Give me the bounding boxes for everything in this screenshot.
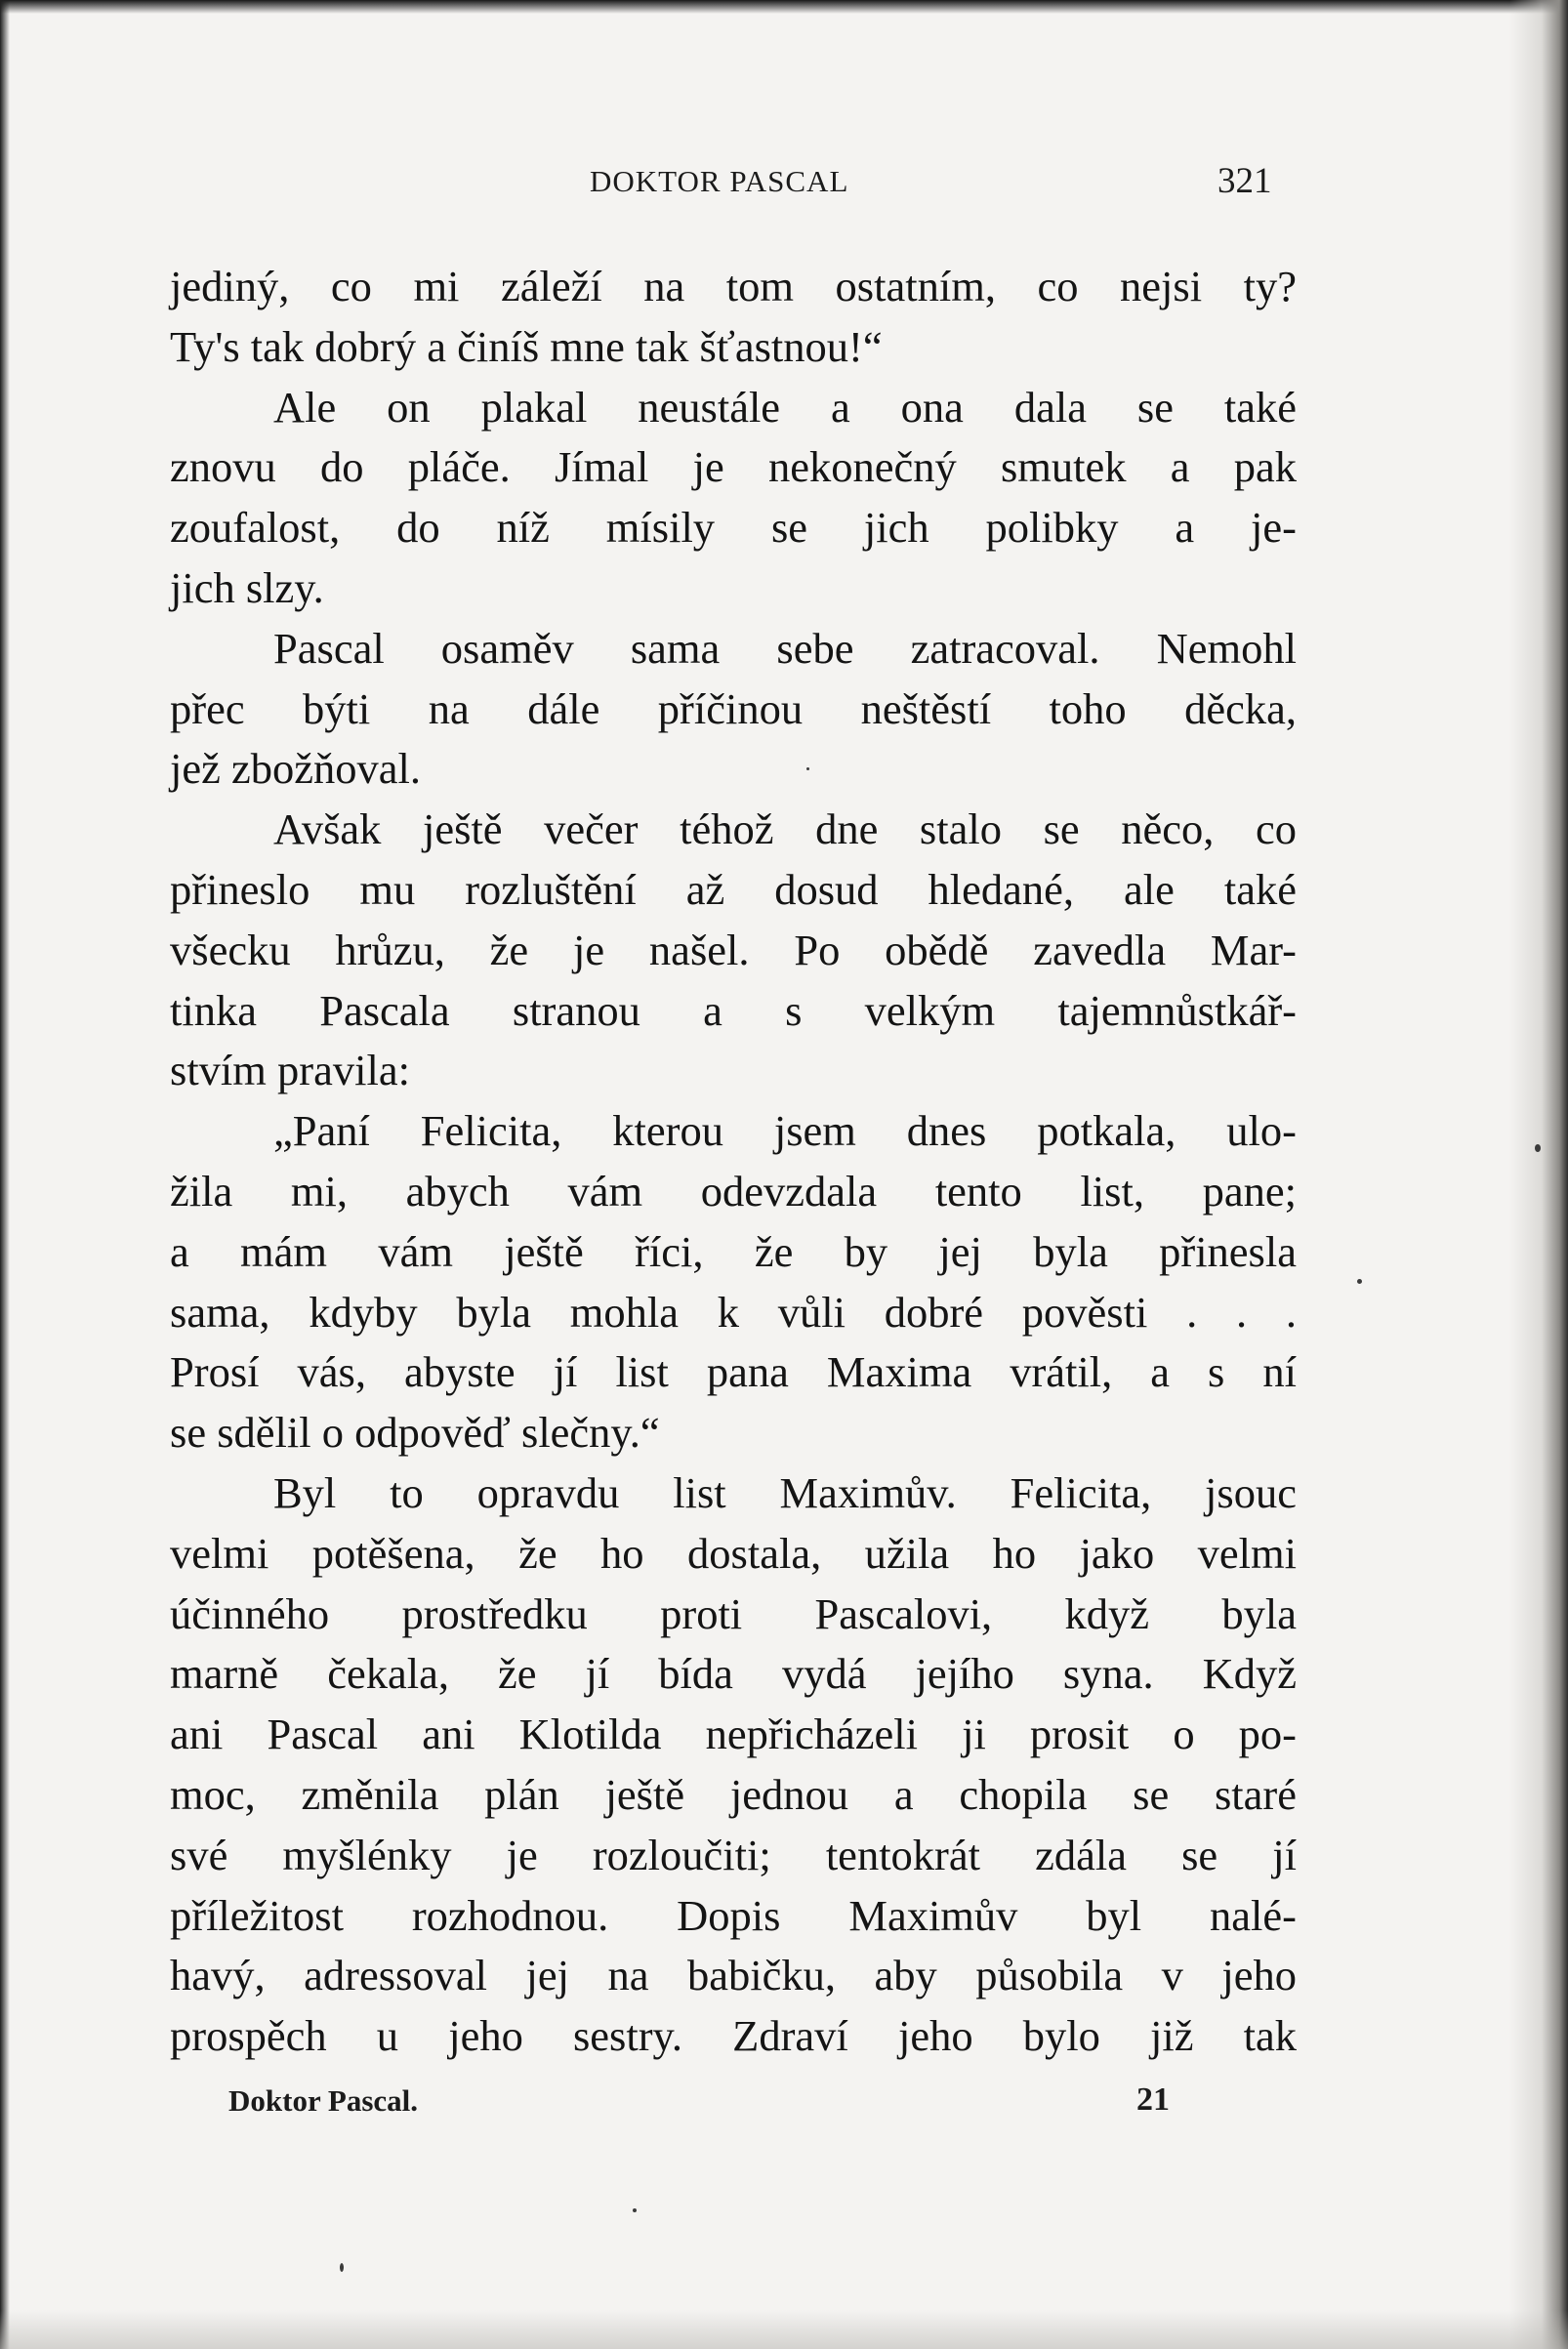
text-line: velmi potěšena, že ho dostala, užila ho jako velmi <box>170 1528 1297 1578</box>
text-line: „Paní Felicita, kterou jsem dnes potkala, ulo- <box>273 1106 1297 1156</box>
running-head <box>0 161 1568 203</box>
scan-speck <box>340 2263 344 2272</box>
text-line: znovu do pláče. Jímal je nekonečný smutek a pak <box>170 442 1297 492</box>
text-line: přec býti na dále příčinou neštěstí toho děcka, <box>170 683 1297 733</box>
signature-mark: 21 <box>1136 2081 1170 2118</box>
text-line: a mám vám ještě říci, že by jej byla přinesla <box>170 1226 1297 1276</box>
running-title: DOKTOR PASCAL <box>590 164 849 198</box>
scan-edge-top <box>0 0 1568 14</box>
scan-edge-bottom <box>0 2310 1568 2349</box>
text-line: Avšak ještě večer téhož dne stalo se něco, co <box>273 804 1297 854</box>
text-line: havý, adressoval jej na babičku, aby působila v jeho <box>170 1951 1297 2000</box>
text-line: jediný, co mi záleží na tom ostatním, co nejsi ty? <box>170 262 1297 310</box>
text-line: se sdělil o odpověď slečny.“ <box>170 1408 660 1458</box>
text-line: moc, změnila plán ještě jednou a chopila se staré <box>170 1769 1297 1819</box>
text-line: Byl to opravdu list Maximův. Felicita, jsouc <box>273 1467 1297 1517</box>
text-line: ani Pascal ani Klotilda nepřicházeli ji prosit o po- <box>170 1710 1297 1759</box>
scan-speck <box>633 2208 637 2212</box>
text-line: prospěch u jeho sestry. Zdraví jeho bylo již tak <box>170 2011 1297 2061</box>
text-line: sama, kdyby byla mohla k vůli dobré pověsti . . . <box>170 1287 1297 1337</box>
text-line: tinka Pascala stranou a s velkým tajemnůstkář- <box>170 985 1297 1035</box>
text-line: zoufalost, do níž mísily se jich polibky a je- <box>170 503 1297 553</box>
text-line: marně čekala, že jí bída vydá jejího syna. Když <box>170 1649 1297 1699</box>
text-line: jež zbožňoval. <box>170 744 421 794</box>
scan-edge-left <box>0 0 10 2349</box>
text-line: Ty's tak dobrý a činíš mne tak šťastnou!“ <box>170 321 883 371</box>
page-number: 321 <box>1217 161 1272 201</box>
body-text <box>170 257 1297 2067</box>
scan-speck <box>1535 1144 1541 1152</box>
text-line: příležitost rozhodnou. Dopis Maximův byl nalé- <box>170 1890 1297 1940</box>
text-line: všecku hrůzu, že je našel. Po obědě zavedla Mar- <box>170 925 1297 974</box>
text-line: Ale on plakal neustále a ona dala se také <box>273 382 1297 432</box>
text-line: žila mi, abych vám odevzdala tento list, pane; <box>170 1166 1297 1216</box>
text-line: své myšlénky je rozloučiti; tentokrát zdála se jí <box>170 1830 1297 1879</box>
scan-speck <box>1357 1279 1362 1284</box>
page-footer <box>0 2083 1568 2132</box>
scan-edge-right <box>1509 0 1568 2349</box>
text-line: přineslo mu rozluštění až dosud hledané, ale také <box>170 864 1297 914</box>
text-line: stvím pravila: <box>170 1046 410 1095</box>
footer-book-title: Doktor Pascal. <box>228 2083 419 2118</box>
text-line: jich slzy. <box>170 562 324 612</box>
text-line: účinného prostředku proti Pascalovi, když byla <box>170 1588 1297 1638</box>
text-line: Prosí vás, abyste jí list pana Maxima vrátil, a s ní <box>170 1347 1297 1397</box>
text-line: Pascal osaměv sama sebe zatracoval. Nemohl <box>273 623 1297 673</box>
